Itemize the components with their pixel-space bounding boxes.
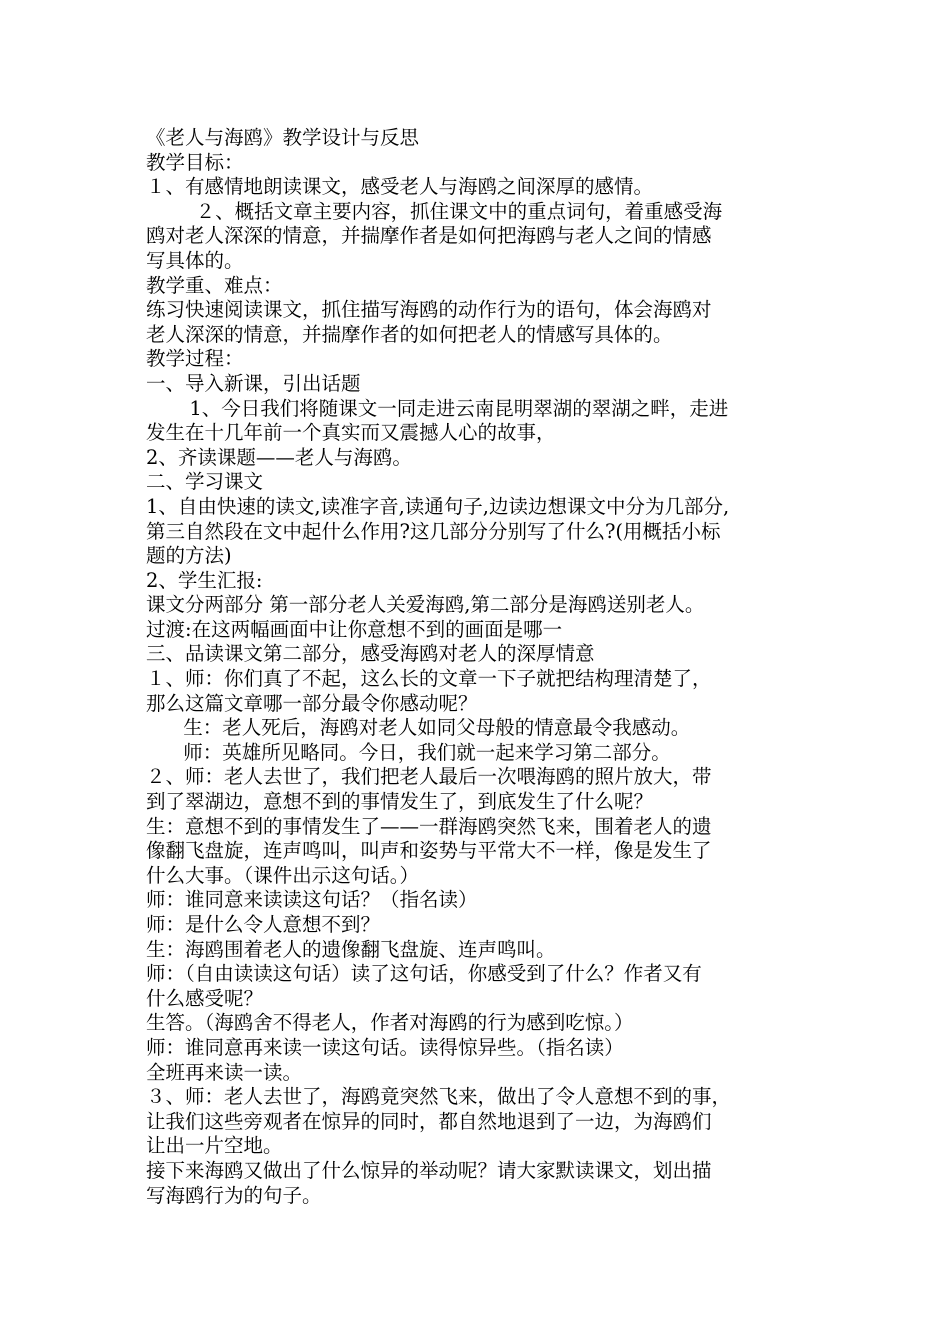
text-line: 写具体的。: [146, 248, 244, 272]
text-line: 让出一片空地。: [146, 1134, 283, 1158]
text-line: 2、齐读课题——老人与海鸥。: [146, 445, 412, 469]
text-line: 1、自由快速的读文,读准字音,读通句子,边读边想课文中分为几部分,: [146, 494, 730, 518]
text-line: 1、今日我们将随课文一同走进云南昆明翠湖的翠湖之畔，走进: [146, 396, 729, 420]
text-line: 师：是什么令人意想不到？: [146, 913, 381, 936]
text-line: 像翻飞盘旋，连声鸣叫，叫声和姿势与平常大不一样，像是发生了: [146, 839, 712, 863]
text-line: 第三自然段在文中起什么作用?这几部分分别写了什么?(用概括小标: [146, 519, 721, 543]
text-line: １、师：你们真了不起，这么长的文章一下子就把结构理清楚了，: [146, 667, 712, 691]
document-body: [146, 126, 816, 1208]
text-line: 师：谁同意来读读这句话？（指名读）: [146, 888, 478, 912]
text-line: 课文分两部分 第一部分老人关爱海鸥,第二部分是海鸥送别老人。: [146, 593, 705, 617]
subsection-heading: 三、品读课文第二部分，感受海鸥对老人的深厚情意: [146, 642, 595, 666]
text-line: 过渡:在这两幅画面中让你意想不到的画面是哪一: [146, 617, 563, 641]
text-line: 到了翠湖边，意想不到的事情发生了，到底发生了什么呢？: [146, 790, 654, 814]
text-line: 生：海鸥围着老人的遗像翻飞盘旋、连声鸣叫。: [146, 937, 556, 961]
text-line: 生答。（海鸥舍不得老人，作者对海鸥的行为感到吃惊。）: [146, 1011, 634, 1035]
text-line: 让我们这些旁观者在惊异的同时，都自然地退到了一边，为海鸥们: [146, 1109, 712, 1133]
text-line: 那么这篇文章哪一部分最令你感动呢？: [146, 691, 478, 715]
subsection-heading: 一、导入新课，引出话题: [146, 371, 361, 395]
document-title: 《老人与海鸥》教学设计与反思: [146, 126, 420, 149]
text-line: 练习快速阅读课文，抓住描写海鸥的动作行为的语句，体会海鸥对: [146, 298, 712, 322]
text-line: 什么感受呢？: [146, 986, 264, 1010]
text-line: 2、学生汇报:: [146, 568, 263, 592]
text-line: 什么大事。（课件出示这句话。）: [146, 863, 420, 887]
text-line: 师：（自由读读这句话）读了这句话，你感受到了什么？作者又有: [146, 962, 702, 986]
text-line: 写海鸥行为的句子。: [146, 1183, 322, 1207]
text-line: 师：谁同意再来读一读这句话。读得惊异些。（指名读）: [146, 1035, 624, 1059]
text-line: 生：意想不到的事情发生了——一群海鸥突然飞来，围着老人的遗: [146, 814, 712, 838]
section-heading-key-points: 教学重、难点：: [146, 273, 283, 297]
section-heading-process: 教学过程：: [146, 347, 244, 371]
text-line: 老人深深的情意，并揣摩作者的如何把老人的情感写具体的。: [146, 322, 673, 346]
text-line: 鸥对老人深深的情意，并揣摩作者是如何把海鸥与老人之间的情感: [146, 224, 712, 248]
text-line: 师：英雄所见略同。今日，我们就一起来学习第二部分。: [146, 740, 671, 764]
text-line: １、有感情地朗读课文，感受老人与海鸥之间深厚的感情。: [146, 175, 654, 199]
text-line: ３、师：老人去世了，海鸥竟突然飞来，做出了令人意想不到的事，: [146, 1085, 732, 1109]
subsection-heading: 二、学习课文: [146, 470, 264, 494]
text-line: 全班再来读一读。: [146, 1060, 303, 1084]
section-heading-goals: 教学目标：: [146, 150, 244, 174]
text-line: 题的方法): [146, 544, 232, 568]
text-line: 生：老人死后，海鸥对老人如同父母般的情意最令我感动。: [146, 716, 691, 740]
text-line: 发生在十几年前一个真实而又震撼人心的故事，: [146, 421, 556, 445]
text-line: ２、师：老人去世了，我们把老人最后一次喂海鸥的照片放大，带: [146, 765, 712, 789]
text-line: ２、概括文章主要内容，抓住课文中的重点词句，着重感受海: [146, 199, 723, 223]
text-line: 接下来海鸥又做出了什么惊异的举动呢？请大家默读课文，划出描: [146, 1158, 712, 1182]
